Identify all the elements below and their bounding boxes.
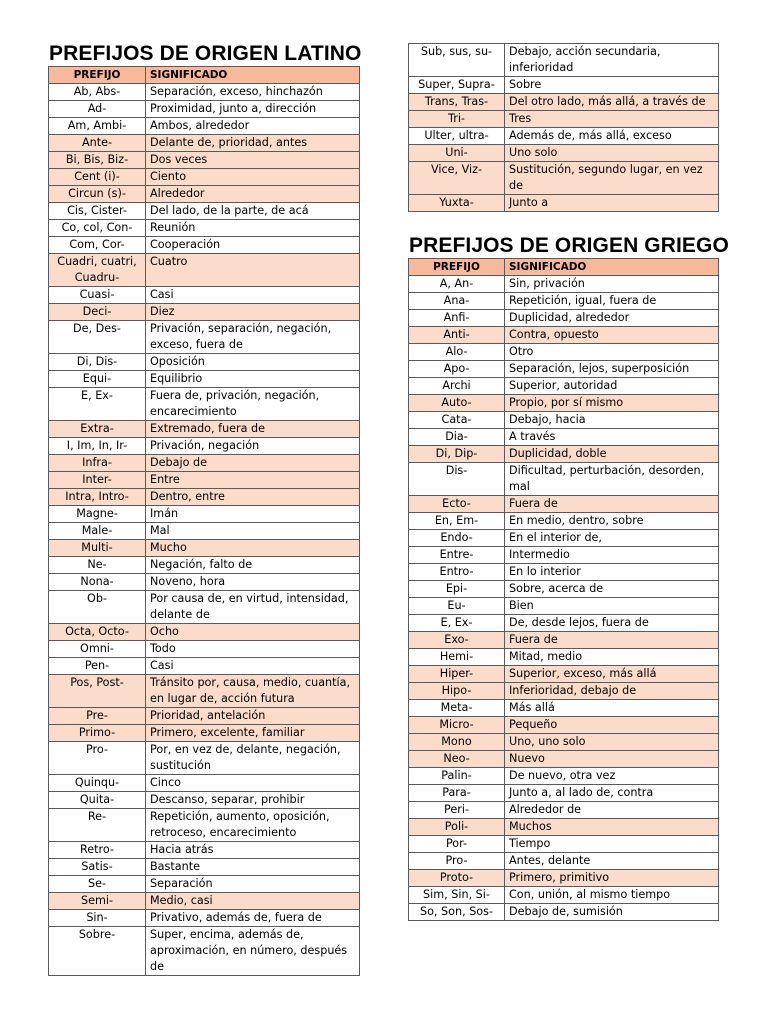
table-row xyxy=(49,792,360,809)
meaning-cell: Además de, más allá, exceso xyxy=(505,128,719,145)
prefix-cell: Intra, Intro- xyxy=(49,489,146,506)
meaning-cell: Repetición, igual, fuera de xyxy=(505,293,719,310)
table-row xyxy=(49,540,360,557)
prefix-cell: A, An- xyxy=(409,276,505,293)
table-row xyxy=(49,859,360,876)
prefix-cell: Equi- xyxy=(49,371,146,388)
table-row xyxy=(49,742,360,775)
latin-title: PREFIJOS DE ORIGEN LATINO xyxy=(49,42,362,65)
meaning-cell: Mucho xyxy=(146,540,360,557)
latin-cont-table-body xyxy=(409,44,719,212)
latin-prefix-table-continued xyxy=(408,43,719,212)
prefix-cell: Se- xyxy=(49,876,146,893)
table-row xyxy=(49,624,360,641)
table-row xyxy=(409,904,719,921)
table-row xyxy=(409,751,719,768)
meaning-cell: Privativo, además de, fuera de xyxy=(146,910,360,927)
prefix-cell: Cata- xyxy=(409,412,505,429)
table-row xyxy=(409,128,719,145)
table-row xyxy=(49,388,360,421)
meaning-cell: Bien xyxy=(505,598,719,615)
prefix-cell: Proto- xyxy=(409,870,505,887)
meaning-cell: Equilibrio xyxy=(146,371,360,388)
prefix-cell: Para- xyxy=(409,785,505,802)
prefix-cell: Satis- xyxy=(49,859,146,876)
prefix-cell: Pro- xyxy=(49,742,146,775)
table-row xyxy=(49,574,360,591)
table-row xyxy=(409,145,719,162)
table-row xyxy=(409,581,719,598)
prefix-cell: Omni- xyxy=(49,641,146,658)
prefix-cell: Vice, Viz- xyxy=(409,162,505,195)
header-prefijo: PREFIJO xyxy=(49,67,146,84)
table-row xyxy=(409,44,719,77)
prefix-cell: Ana- xyxy=(409,293,505,310)
meaning-cell: Dos veces xyxy=(146,152,360,169)
header-significado: SIGNIFICADO xyxy=(505,259,719,276)
table-row xyxy=(49,287,360,304)
meaning-cell: Imán xyxy=(146,506,360,523)
prefix-cell: E, Ex- xyxy=(49,388,146,421)
table-row xyxy=(409,700,719,717)
meaning-cell: Junto a, al lado de, contra xyxy=(505,785,719,802)
prefix-cell: Alo- xyxy=(409,344,505,361)
table-row xyxy=(49,557,360,574)
table-row xyxy=(409,802,719,819)
prefix-cell: Hipo- xyxy=(409,683,505,700)
meaning-cell: Cinco xyxy=(146,775,360,792)
table-row xyxy=(409,598,719,615)
prefix-cell: Inter- xyxy=(49,472,146,489)
table-row xyxy=(49,927,360,976)
table-row xyxy=(49,203,360,220)
prefix-cell: Exo- xyxy=(409,632,505,649)
table-row xyxy=(49,186,360,203)
table-row xyxy=(409,310,719,327)
meaning-cell: Fuera de xyxy=(505,632,719,649)
meaning-cell: Hacia atrás xyxy=(146,842,360,859)
table-row xyxy=(49,893,360,910)
meaning-cell: Duplicidad, alrededor xyxy=(505,310,719,327)
prefix-cell: En, Em- xyxy=(409,513,505,530)
greek-title: PREFIJOS DE ORIGEN GRIEGO xyxy=(409,234,729,257)
table-row xyxy=(409,530,719,547)
table-row xyxy=(409,887,719,904)
prefix-cell: Palin- xyxy=(409,768,505,785)
prefix-cell: Sim, Sin, Si- xyxy=(409,887,505,904)
table-row xyxy=(409,870,719,887)
table-row xyxy=(409,819,719,836)
table-row xyxy=(409,395,719,412)
meaning-cell: Sobre, acerca de xyxy=(505,581,719,598)
table-row xyxy=(409,768,719,785)
prefix-cell: Am, Ambi- xyxy=(49,118,146,135)
meaning-cell: Mitad, medio xyxy=(505,649,719,666)
meaning-cell: Bastante xyxy=(146,859,360,876)
prefix-cell: Pre- xyxy=(49,708,146,725)
table-row xyxy=(49,641,360,658)
meaning-cell: Mal xyxy=(146,523,360,540)
meaning-cell: En el interior de, xyxy=(505,530,719,547)
table-row xyxy=(49,809,360,842)
meaning-cell: Debajo de xyxy=(146,455,360,472)
prefix-cell: Ab, Abs- xyxy=(49,84,146,101)
meaning-cell: Muchos xyxy=(505,819,719,836)
prefix-cell: Anti- xyxy=(409,327,505,344)
table-row xyxy=(409,632,719,649)
prefix-cell: Entro- xyxy=(409,564,505,581)
prefix-cell: Sub, sus, su- xyxy=(409,44,505,77)
meaning-cell: Delante de, prioridad, antes xyxy=(146,135,360,152)
table-row xyxy=(49,658,360,675)
prefix-cell: Anfi- xyxy=(409,310,505,327)
table-row xyxy=(409,94,719,111)
meaning-cell: Oposición xyxy=(146,354,360,371)
table-row xyxy=(409,361,719,378)
table-row xyxy=(49,910,360,927)
meaning-cell: Privación, negación xyxy=(146,438,360,455)
table-row xyxy=(49,321,360,354)
meaning-cell: Casi xyxy=(146,658,360,675)
table-row xyxy=(49,506,360,523)
table-row xyxy=(409,293,719,310)
prefix-cell: Extra- xyxy=(49,421,146,438)
table-row xyxy=(49,304,360,321)
prefix-cell: Quinqu- xyxy=(49,775,146,792)
prefix-cell: Tri- xyxy=(409,111,505,128)
table-row xyxy=(49,489,360,506)
header-significado: SIGNIFICADO xyxy=(146,67,360,84)
prefix-cell: Ob- xyxy=(49,591,146,624)
prefix-cell: Sin- xyxy=(49,910,146,927)
prefix-cell: Auto- xyxy=(409,395,505,412)
prefix-cell: Dis- xyxy=(409,463,505,496)
table-row xyxy=(49,842,360,859)
meaning-cell: Entre xyxy=(146,472,360,489)
meaning-cell: Prioridad, antelación xyxy=(146,708,360,725)
meaning-cell: Pequeño xyxy=(505,717,719,734)
table-row xyxy=(409,429,719,446)
meaning-cell: Super, encima, además de, aproximación, en número, después de xyxy=(146,927,360,976)
prefix-cell: Cis, Cister- xyxy=(49,203,146,220)
latin-prefix-table xyxy=(48,66,360,976)
prefix-cell: E, Ex- xyxy=(409,615,505,632)
meaning-cell: Superior, exceso, más allá xyxy=(505,666,719,683)
table-row xyxy=(49,876,360,893)
meaning-cell: Del lado, de la parte, de acá xyxy=(146,203,360,220)
meaning-cell: Extremado, fuera de xyxy=(146,421,360,438)
prefix-cell: Epi- xyxy=(409,581,505,598)
meaning-cell: Cooperación xyxy=(146,237,360,254)
table-row xyxy=(409,785,719,802)
prefix-cell: Dia- xyxy=(409,429,505,446)
meaning-cell: Uno solo xyxy=(505,145,719,162)
meaning-cell: Separación, lejos, superposición xyxy=(505,361,719,378)
table-row xyxy=(49,455,360,472)
meaning-cell: Nuevo xyxy=(505,751,719,768)
prefix-cell: De, Des- xyxy=(49,321,146,354)
meaning-cell: Alrededor de xyxy=(505,802,719,819)
prefix-cell: Endo- xyxy=(409,530,505,547)
meaning-cell: Casi xyxy=(146,287,360,304)
greek-table-body xyxy=(409,259,719,921)
meaning-cell: Privación, separación, negación, exceso, fuera de xyxy=(146,321,360,354)
prefix-cell: So, Son, Sos- xyxy=(409,904,505,921)
meaning-cell: Alrededor xyxy=(146,186,360,203)
meaning-cell: Dificultad, perturbación, desorden, mal xyxy=(505,463,719,496)
table-row xyxy=(409,666,719,683)
prefix-cell: Ante- xyxy=(49,135,146,152)
prefix-cell: Micro- xyxy=(409,717,505,734)
table-row xyxy=(49,725,360,742)
table-row xyxy=(49,152,360,169)
prefix-cell: Retro- xyxy=(49,842,146,859)
table-row xyxy=(409,77,719,94)
table-row xyxy=(49,438,360,455)
prefix-cell: Di, Dip- xyxy=(409,446,505,463)
prefix-cell: Di, Dis- xyxy=(49,354,146,371)
table-row xyxy=(409,412,719,429)
table-row xyxy=(49,169,360,186)
header-prefijo: PREFIJO xyxy=(409,259,505,276)
prefix-cell: Primo- xyxy=(49,725,146,742)
table-row xyxy=(409,111,719,128)
table-row xyxy=(409,853,719,870)
prefix-cell: Ecto- xyxy=(409,496,505,513)
table-row xyxy=(49,675,360,708)
table-row xyxy=(409,717,719,734)
meaning-cell: Propio, por sí mismo xyxy=(505,395,719,412)
prefix-cell: Infra- xyxy=(49,455,146,472)
prefix-cell: Hiper- xyxy=(409,666,505,683)
table-row xyxy=(409,276,719,293)
meaning-cell: Antes, delante xyxy=(505,853,719,870)
meaning-cell: Separación xyxy=(146,876,360,893)
meaning-cell: Primero, primitivo xyxy=(505,870,719,887)
table-row xyxy=(409,496,719,513)
prefix-cell: Male- xyxy=(49,523,146,540)
table-row xyxy=(409,734,719,751)
prefix-cell: Magne- xyxy=(49,506,146,523)
table-row xyxy=(49,254,360,287)
prefix-cell: Bi, Bis, Biz- xyxy=(49,152,146,169)
prefix-cell: Apo- xyxy=(409,361,505,378)
latin-table-body xyxy=(49,67,360,976)
prefix-cell: Quita- xyxy=(49,792,146,809)
meaning-cell: Diez xyxy=(146,304,360,321)
prefix-cell: Com, Cor- xyxy=(49,237,146,254)
table-row xyxy=(49,472,360,489)
table-row xyxy=(49,237,360,254)
table-row xyxy=(409,162,719,195)
prefix-cell: Sobre- xyxy=(49,927,146,976)
meaning-cell: Superior, autoridad xyxy=(505,378,719,395)
meaning-cell: De, desde lejos, fuera de xyxy=(505,615,719,632)
prefix-cell: Multi- xyxy=(49,540,146,557)
meaning-cell: De nuevo, otra vez xyxy=(505,768,719,785)
table-row xyxy=(409,463,719,496)
meaning-cell: Junto a xyxy=(505,195,719,212)
meaning-cell: Ocho xyxy=(146,624,360,641)
prefix-cell: Nona- xyxy=(49,574,146,591)
prefix-cell: Cuadri, cuatri, Cuadru- xyxy=(49,254,146,287)
prefix-cell: Peri- xyxy=(409,802,505,819)
meaning-cell: Debajo, acción secundaria, inferioridad xyxy=(505,44,719,77)
table-row xyxy=(49,135,360,152)
meaning-cell: Por, en vez de, delante, negación, sustitución xyxy=(146,742,360,775)
greek-prefix-table xyxy=(408,258,719,921)
meaning-cell: Contra, opuesto xyxy=(505,327,719,344)
table-row xyxy=(409,564,719,581)
prefix-cell: Archi xyxy=(409,378,505,395)
meaning-cell: Tres xyxy=(505,111,719,128)
prefix-cell: Deci- xyxy=(49,304,146,321)
meaning-cell: Sustitución, segundo lugar, en vez de xyxy=(505,162,719,195)
meaning-cell: Primero, excelente, familiar xyxy=(146,725,360,742)
meaning-cell: Tiempo xyxy=(505,836,719,853)
prefix-cell: Yuxta- xyxy=(409,195,505,212)
meaning-cell: Sobre xyxy=(505,77,719,94)
meaning-cell: Repetición, aumento, oposición, retroceso, encarecimiento xyxy=(146,809,360,842)
prefix-cell: Poli- xyxy=(409,819,505,836)
prefix-cell: Ulter, ultra- xyxy=(409,128,505,145)
meaning-cell: En lo interior xyxy=(505,564,719,581)
table-row xyxy=(49,591,360,624)
table-row xyxy=(409,683,719,700)
table-row xyxy=(409,378,719,395)
meaning-cell: Cuatro xyxy=(146,254,360,287)
meaning-cell: Debajo de, sumisión xyxy=(505,904,719,921)
table-row xyxy=(49,708,360,725)
meaning-cell: Uno, uno solo xyxy=(505,734,719,751)
table-row xyxy=(409,446,719,463)
prefix-cell: Ad- xyxy=(49,101,146,118)
prefix-cell: Pos, Post- xyxy=(49,675,146,708)
table-header-row xyxy=(49,67,360,84)
meaning-cell: Tránsito por, causa, medio, cuantía, en lugar de, acción futura xyxy=(146,675,360,708)
meaning-cell: En medio, dentro, sobre xyxy=(505,513,719,530)
prefix-cell: Meta- xyxy=(409,700,505,717)
prefix-cell: Super, Supra- xyxy=(409,77,505,94)
meaning-cell: Dentro, entre xyxy=(146,489,360,506)
meaning-cell: Reunión xyxy=(146,220,360,237)
table-row xyxy=(49,421,360,438)
meaning-cell: Noveno, hora xyxy=(146,574,360,591)
prefix-cell: Cent (i)- xyxy=(49,169,146,186)
prefix-cell: Re- xyxy=(49,809,146,842)
meaning-cell: Del otro lado, más allá, a través de xyxy=(505,94,719,111)
table-row xyxy=(409,547,719,564)
prefix-cell: Circun (s)- xyxy=(49,186,146,203)
prefix-cell: Eu- xyxy=(409,598,505,615)
prefix-cell: Cuasi- xyxy=(49,287,146,304)
prefix-cell: Hemi- xyxy=(409,649,505,666)
table-row xyxy=(49,523,360,540)
table-row xyxy=(49,84,360,101)
prefix-cell: Semi- xyxy=(49,893,146,910)
table-row xyxy=(49,371,360,388)
table-row xyxy=(409,327,719,344)
prefix-cell: Mono xyxy=(409,734,505,751)
meaning-cell: Negación, falto de xyxy=(146,557,360,574)
meaning-cell: Inferioridad, debajo de xyxy=(505,683,719,700)
prefix-cell: Uni- xyxy=(409,145,505,162)
meaning-cell: Duplicidad, doble xyxy=(505,446,719,463)
prefix-cell: Pen- xyxy=(49,658,146,675)
table-row xyxy=(49,118,360,135)
meaning-cell: Fuera de xyxy=(505,496,719,513)
meaning-cell: Con, unión, al mismo tiempo xyxy=(505,887,719,904)
table-row xyxy=(409,195,719,212)
meaning-cell: Descanso, separar, prohibir xyxy=(146,792,360,809)
prefix-cell: Ne- xyxy=(49,557,146,574)
meaning-cell: Fuera de, privación, negación, encarecimiento xyxy=(146,388,360,421)
table-row xyxy=(409,649,719,666)
table-row xyxy=(49,775,360,792)
prefix-cell: Neo- xyxy=(409,751,505,768)
meaning-cell: Medio, casi xyxy=(146,893,360,910)
meaning-cell: Más allá xyxy=(505,700,719,717)
meaning-cell: Sin, privación xyxy=(505,276,719,293)
meaning-cell: A través xyxy=(505,429,719,446)
prefix-cell: Trans, Tras- xyxy=(409,94,505,111)
table-row xyxy=(409,513,719,530)
prefix-cell: Entre- xyxy=(409,547,505,564)
meaning-cell: Otro xyxy=(505,344,719,361)
table-header-row xyxy=(409,259,719,276)
prefix-cell: Co, col, Con- xyxy=(49,220,146,237)
meaning-cell: Ciento xyxy=(146,169,360,186)
prefix-cell: Pro- xyxy=(409,853,505,870)
meaning-cell: Separación, exceso, hinchazón xyxy=(146,84,360,101)
prefix-cell: Por- xyxy=(409,836,505,853)
table-row xyxy=(409,836,719,853)
table-row xyxy=(49,220,360,237)
meaning-cell: Debajo, hacia xyxy=(505,412,719,429)
meaning-cell: Proximidad, junto a, dirección xyxy=(146,101,360,118)
prefix-cell: I, Im, In, Ir- xyxy=(49,438,146,455)
meaning-cell: Todo xyxy=(146,641,360,658)
table-row xyxy=(409,615,719,632)
table-row xyxy=(49,101,360,118)
meaning-cell: Ambos, alrededor xyxy=(146,118,360,135)
meaning-cell: Por causa de, en virtud, intensidad, delante de xyxy=(146,591,360,624)
meaning-cell: Intermedio xyxy=(505,547,719,564)
table-row xyxy=(409,344,719,361)
table-row xyxy=(49,354,360,371)
prefix-cell: Octa, Octo- xyxy=(49,624,146,641)
